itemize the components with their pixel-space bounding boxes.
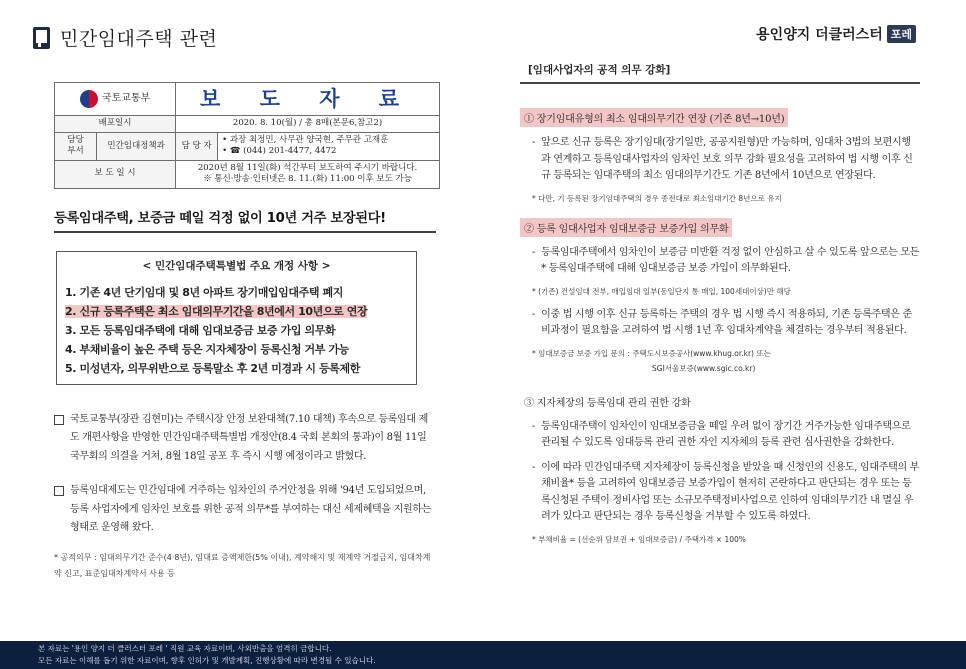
right-title: [임대사업자의 공적 의무 강화]: [520, 62, 920, 84]
summary-item: 4. 부채비율이 높은 주택 등은 지자체장이 등록신청 거부 가능: [65, 342, 349, 356]
headline: 등록임대주택, 보증금 떼일 걱정 없이 10년 거주 보장된다!: [54, 207, 436, 233]
section-paragraph-text: 이중 법 시행 이후 신규 등록하는 주택의 경우 법 시행 즉시 적용하되, 기존 등록주택은 준비과정이 필요함을 고려하여 법 시행 1년 후 임대차계약을 체결하는 경우부터 적용된다.: [541, 308, 912, 336]
section-note: * 부채비율 = (선순위 담보권 + 임대보증금) / 주택가격 × 100%: [532, 534, 746, 544]
brand-badge: 포레: [887, 25, 916, 43]
embargo-line2: ※ 통신·방송·인터넷은 8. 11.(화) 11:00 이후 보도 가능: [203, 174, 412, 185]
distribution-label: 배포일시: [55, 116, 176, 132]
square-bullet-icon: [54, 415, 64, 425]
section-paragraph-text: 등록임대주택에서 임차인이 보증금 미반환 걱정 없이 안심하고 살 수 있도록 앞으로는 모든* 등록임대주택에 대해 임대보증금 보증 가입이 의무화된다.: [541, 246, 920, 274]
section-title: 민간임대주택 관련: [60, 28, 218, 50]
distribution-value: 2020. 8. 10(월) / 총 8매(본문6,참고2): [176, 116, 440, 132]
contact-phone: • ☎ (044) 201-4477, 4472: [222, 146, 337, 157]
summary-box: [56, 251, 417, 385]
section-paragraph-text: 등록임대주택이 임차인이 임대보증금을 떼일 우려 없이 장기간 거주가능한 임대주택으로 관리될 수 있도록 임대등록 관리 권한 자인 지자체의 등록 관련 심사권한을 강화한다.: [541, 420, 911, 448]
section-heading: ① 장기임대유형의 최소 임대의무기간 연장 (기존 8년→10년): [520, 108, 788, 127]
contact-label: 담당 부서: [55, 132, 97, 160]
ministry-logo: [55, 83, 176, 116]
square-bullet-icon: [54, 486, 64, 496]
person-label: 담 당 자: [176, 132, 218, 160]
paragraph-text: 등록임대제도는 민간임대에 거주하는 임차인의 주거안정을 위해 '94년 도입되었으며, 등록 사업자에게 임차인 보호를 위한 공적 의무*를 부여하는 대신 세제혜택을 지원하는 형태로 운영해 왔다.: [70, 485, 432, 534]
footer-bar: [0, 641, 966, 669]
section-heading: ② 등록 임대사업자 임대보증금 보증가입 의무화: [520, 218, 732, 237]
gov-emblem-icon: [80, 90, 98, 108]
section-note-line: SGI서울보증(www.sgic.co.kr): [652, 363, 756, 373]
section-note: [520, 346, 920, 376]
department: 민간임대정책과: [97, 132, 176, 160]
right-column: [520, 60, 920, 547]
section-paragraph: - 이에 따라 민간임대주택 지자체장이 등록신청을 받았을 때 신청인의 신용도, 임대주택의 부채비율* 등을 고려하여 임대보증금 보증가입이 현저히 곤란하다고 판단되는 경우 또는 등록신청된 주택이 정비사업 또는 소규모주택정비사업으로 인하여 임대의무기간 내 멸실 우려가 있다고 판단되는 경우 등록신청을 거부할 수 있도록 하였다.: [520, 460, 920, 526]
footer-line1: 본 자료는 '용인 양지 더 클러스터 포레 ' 직원 교육 자료이며, 사외반출을 엄격히 금합니다.: [38, 644, 332, 653]
book-icon: [32, 26, 52, 50]
left-column: [54, 82, 436, 582]
press-title: 보 도 자 료: [176, 83, 440, 116]
footnote-text: * 공적의무 : 임대의무기간 준수(4·8년), 임대료 증액제한(5% 이내), 계약해지 및 재계약 거절금지, 임대차계약 신고, 표준임대차계약서 사용 등: [54, 552, 431, 578]
section-paragraph-text: 앞으로 신규 등록은 장기임대(장기일반, 공공지원형)만 가능하며, 임대차 3법의 보편시행과 연계하고 등록임대사업자의 임차인 보호 의무 강화 필요성을 고려하여 법 시행 이후 신규 등록되는 임대주택의 최소 임대의무기간도 기존 8년에서 10년으로 연장된다.: [541, 137, 913, 181]
press-release-header: [54, 82, 440, 189]
section-paragraph: - 등록임대주택에서 임차인이 보증금 미반환 걱정 없이 안심하고 살 수 있도록 앞으로는 모든* 등록임대주택에 대해 임대보증금 보증 가입이 의무화된다.: [520, 245, 920, 278]
contact-persons: • 과장 최정민, 사무관 양국현, 주무관 고재훈: [222, 134, 389, 145]
paragraph: [54, 482, 436, 538]
section-paragraph: - 등록임대주택이 임차인이 임대보증금을 떼일 우려 없이 장기간 거주가능한 임대주택으로 관리될 수 있도록 임대등록 관리 권한 자인 지자체의 등록 관련 심사권한을 강화한다.: [520, 419, 920, 452]
section-note: * 다만, 기 등록된 장기임대주택의 경우 종전대로 최소임대기간 8년으로 유지: [532, 193, 782, 203]
footer-line2: 모든 자료는 이해를 돕기 위한 자료이며, 향후 인허가 및 개발계획, 진행상황에 따라 변경될 수 있습니다.: [38, 656, 376, 665]
section-note-line: * 임대보증금 보증 가입 문의 : 주택도시보증공사(www.khug.or.kr) 또는: [532, 348, 771, 358]
brand-name: 용인양지 더클러스터: [756, 27, 883, 43]
contact-info: [218, 132, 440, 160]
paragraph-text: 국토교통부(장관 김현미)는 주택시장 안정 보완대책(7.10 대책) 후속으로 등록임대 제도 개편사항을 반영한 민간임대주택특별법 개정안(8.4 국회 본회의 통과)이 8월 11일 국무회의 의결을 거쳐, 8월 18일 공포 후 즉시 시행 예정이라고 밝혔다.: [70, 413, 429, 462]
footnote: [54, 550, 436, 582]
summary-item: 5. 미성년자, 의무위반으로 등록말소 후 2년 미경과 시 등록제한: [65, 361, 360, 375]
section-heading: ③ 지자체장의 등록임대 관리 권한 강화: [524, 397, 691, 409]
summary-item-highlight: 2. 신규 등록주택은 최소 임대의무기간을 8년에서 10년으로 연장: [65, 304, 368, 318]
summary-item: [65, 302, 408, 321]
summary-box-title: < 민간임대주택특별법 주요 개정 사항 >: [142, 259, 331, 272]
paragraph: [54, 411, 436, 467]
summary-item: 1. 기존 4년 단기임대 및 8년 아파트 장기매입임대주택 폐지: [65, 285, 343, 299]
summary-item: 3. 모든 등록임대주택에 대해 임대보증금 보증 가입 의무화: [65, 323, 336, 337]
brand-logo: [756, 24, 916, 44]
embargo-line1: 2020년 8월 11일(화) 석간부터 보도하여 주시기 바랍니다.: [197, 162, 418, 173]
embargo-info: [176, 160, 440, 188]
section-paragraph: - 이중 법 시행 이후 신규 등록하는 주택의 경우 법 시행 즉시 적용하되, 기존 등록주택은 준비과정이 필요함을 고려하여 법 시행 1년 후 임대차계약을 체결하는 경우부터 적용된다.: [520, 307, 920, 340]
section-paragraph: - 앞으로 신규 등록은 장기임대(장기일반, 공공지원형)만 가능하며, 임대차 3법의 보편시행과 연계하고 등록임대사업자의 임차인 보호 의무 강화 필요성을 고려하여 법 시행 이후 신규 등록되는 임대주택의 최소 임대의무기간도 기존 8년에서 10년으로 연장된다.: [520, 135, 920, 185]
embargo-label: 보 도 일 시: [55, 160, 176, 188]
ministry-name: 국토교통부: [101, 93, 151, 105]
section-note: * (기존) 건설임대 전부, 매입임대 일부(동일단지 통 매입, 100세대이상)만 해당: [532, 286, 791, 296]
section-paragraph-text: 이에 따라 민간임대주택 지자체장이 등록신청을 받았을 때 신청인의 신용도, 임대주택의 부채비율* 등을 고려하여 임대보증금 보증가입이 현저히 곤란하다고 판단되는 경우 또는 등록신청된 주택이 정비사업 또는 소규모주택정비사업으로 인하여 임대의무기간 내 멸실 우려가 있다고 판단되는 경우 등록신청을 거부할 수 있도록 하였다.: [541, 461, 920, 522]
